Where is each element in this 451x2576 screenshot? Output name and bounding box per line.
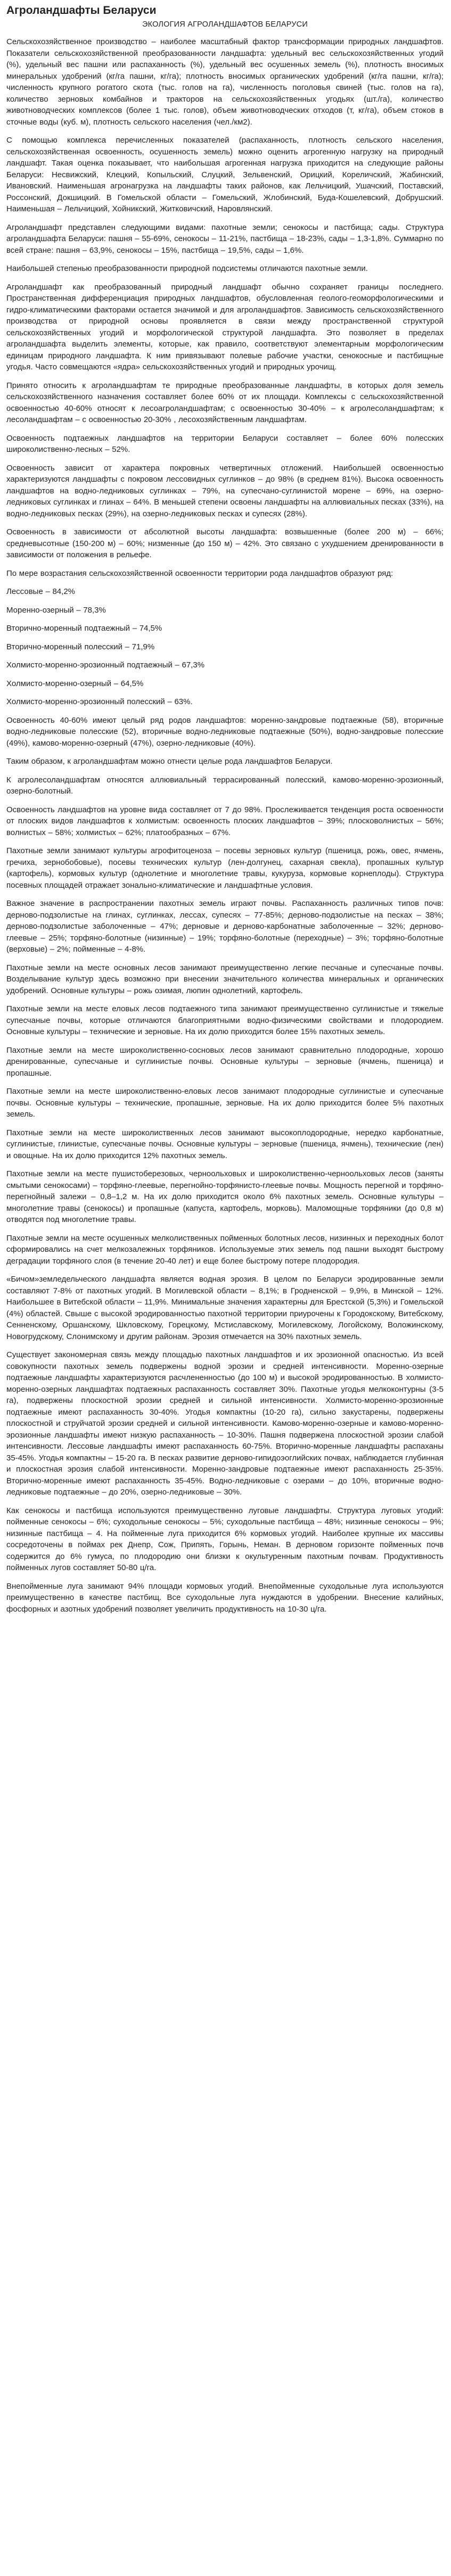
paragraph: Внепойменные луга занимают 94% площади кормовых угодий. Внепойменные суходольные луга используются преимущественно в качестве пастбищ. Все суходольные луга нуждаются в удобрении. Внесение калийных, фосфорных и азотных удобрений позволяет увеличить продуктивность на 10-30 ц/га. <box>6 1581 444 1614</box>
paragraph: К агролесоландшафтам относятся аллювиальный террасированный полесский, камово-моренно-эрозионный, озерно-болотный. <box>6 775 444 796</box>
paragraph: Пахотные земли на месте широколиственно-еловых лесов занимают плодородные суглинистые и супесчаные почвы. Основные культуры – технические, пропашные, зерновые. На их долю приходится более 5% пахотных земель. <box>6 1087 444 1119</box>
paragraph: Таким образом, к агроландшафтам можно отнести целые рода ландшафтов Беларуси. <box>6 757 333 766</box>
paragraph: По мере возрастания сельскохозяйственной освоенности территории рода ландшафтов образуют ряд: <box>6 568 393 578</box>
paragraph: С помощью комплекса перечисленных показателей (распаханность, плотность сельского населения, сельскохозяйственная освоенность, осушенность земель) можно оценить агрогенную нагрузку на природный ландшафт. Такая оценка показывает, что наибольшая агрогенная нагрузка приходится на следующие районы Беларуси: Несвижский, Клецкий, Копыльский, Слуцкий, Зельвенский, Орицкий, Кореличский, Жабинский, Ивановский. Наименьшая агронагрузка на ландшафты таких районов, как Лельчицкий, Ушачский, Поставский, Россонский, Докшицкий. В Гомельской области – Гомельский, Жлобинский, Буда-Кошелевский, Добрушский. Наименьшая – Лельчицкий, Хойникский, Житковичский, Наровлянский. <box>6 136 444 213</box>
paragraph: Пахотные земли на месте еловых лесов подтаежного типа занимают преимущественно суглинистые и тяжелые супесчаные почвы, которые отличаются благоприятными водно-физическими свойствами и плодородием. Основные культуры – технические и зерновые. На их долю приходится более 15% пахотных земель. <box>6 1004 444 1036</box>
paragraph: Холмисто-моренно-эрозионный подтаежный – 67,3% <box>6 660 205 670</box>
paragraph: Агроландшафт как преобразованный природный ландшафт обычно сохраняет границы последнего. Пространственная дифференциация природных ландшафтов, обусловленная геолого-геоморфологическими и гидро-климатическими факторами остается значимой и для агроландшафтов. Зависимость сельскохозяйственного производства от природной основы проявляется в связи между пространственной структурой сельскохозяйственных угодий и морфологической структурой ландшафта. Это позволяет в пределах агроландшафта выделить элементы, которые, как правило, соответствуют элементарным морфологическим единицам природного ландшафта. К ним привязывают полевые рабочие участки, сенокосные и пастбищные угодья. Часто совмещаются «ядра» сельскохозяйственных угодий и природных урочищ. <box>6 282 444 371</box>
paragraph: Пахотные земли на месте широколиственных лесов занимают высокоплодородные, нередко карбонатные, суглинистые, глинистые, супесчаные почвы. Основные культуры – зерновые (пшеница, ячмень), технические (лен) и овощные. На их долю приходится 12% пахотных земель. <box>6 1128 444 1160</box>
page-title: Агроландшафты Беларуси <box>6 4 157 16</box>
paragraph: Освоенность в зависимости от абсолютной высоты ландшафта: возвышенные (более 200 м) – 66%; средневысотные (150-200 м) – 60%; низменные (до 150 м) – 42%. Это связано с ухудшением дренированности в зависимости от положения в рельефе. <box>6 527 444 559</box>
paragraph: Пахотные земли на месте пушистоберезовых, черноольховых и широколиственно-черноольховых лесов (заняты смытыми сенокосами) – торфяно-глеевые, перегнойно-торфянисто-глеевые почвы. Мощность перегной и торфяно-перегнойный залежи – 0,8–1,2 м. На их долю приходится около 6% пахотных земель. Основные культуры – многолетние травы (сенокосы) и пропашные (капуста, картофель, морковь). Маломощные торфяники (до 0,8 м) отводятся под многолетние травы. <box>6 1169 444 1224</box>
paragraph: Как сенокосы и пастбища используются преимущественно луговые ландшафты. Структура луговых угодий: пойменные сенокосы – 6%; суходольные сенокосы – 5%; суходольные пастбища – 48%; низинные сенокосы – 9%; низинные пастбища – 4. На пойменные луга приходится 6% кормовых угодий. Наиболее крупные их массивы сосредоточены в поймах рек Днепр, Сож, Припять, Горынь, Неман. В дерновом горизонте пойменных почв содержится до 6% гумуса, по плодородию они близки к окультуренным пахотным почвам. Продуктивность пойменных лугов составляет 50-80 ц/га. <box>6 1506 444 1572</box>
paragraph: Холмисто-моренно-эрозионный полесский – 63%. <box>6 697 193 706</box>
paragraph: Пахотные земли на месте основных лесов занимают преимущественно легкие песчаные и супесчаные почвы. Возделывание культур здесь возможно при внесении значительного количества минеральных и органических удобрений. Основные культуры – рожь озимая, люпин однолетний, картофель. <box>6 963 444 995</box>
paragraph: Агроландшафт представлен следующими видами: пахотные земли; сенокосы и пастбища; сады. Структура агроландшафта Беларуси: пашня – 55-69%, сенокосы – 11-21%, пастбища – 18-23%, сады – 1,3-1,8%. Суммарно по всей стране: пашня – 63,9%, сенокосы – 15%, пастбища – 19,5%, сады – 1,6%. <box>6 222 444 255</box>
paragraph: Освоенность ландшафтов на уровне вида составляет от 7 до 98%. Прослеживается тенденция роста освоенности от плоских видов ландшафтов к холмистым: освоенность плоских ландшафтов – 39%; плосковолнистых – 56%; волнистых – 58%; холмистых – 62%; платообразных – 67%. <box>6 805 444 837</box>
paragraph: Освоенность подтаежных ландшафтов на территории Беларуси составляет – более 60% полесских широколиственно-лесных – 52%. <box>6 433 444 454</box>
paragraph: Наибольшей степенью преобразованности природной подсистемы отличаются пахотные земли. <box>6 264 368 273</box>
paragraph: Освоенность зависит от характера покровных четвертичных отложений. Наибольшей освоенностью характеризуются ландшафты с покровом лессовидных суглинков – до 98% (в среднем 81%). Высока освоенность ландшафтов на водно-ледниковых суглинках – 79%, на супесчано-суглинистой морене – 69%, на озерно-ледниковых суглинках и глинах – 64%. В меньшей степени освоены ландшафты на аллювиальных песках (33%), на водно-ледниковых песках (29%), на озерно-ледниковых песках и супесях (28%). <box>6 463 444 518</box>
article-body <box>6 36 444 1615</box>
paragraph: Пахотные земли на месте осушенных мелколиственных пойменных болотных лесов, низинных и переходных болот сформировались на счет мелкозалежных торфяников. Используемые этих земель под пашни выходят быстрому деградации торфяного слоя (в течение 20-40 лет) и еще более быстрому потере плодородия. <box>6 1233 444 1266</box>
paragraph: Принято относить к агроландшафтам те природные преобразованные ландшафты, в которых доля земель сельскохозяйственного назначения составляет более 60% от их площади. Комплексы с сельскохозяйственной освоенностью 40-60% относят к лесоагроландшафтам; с освоенностью 30-40% – к агролесоландшафтам; к лесоландшафтам – с освоенностью 20-30% , лесохозяйственным ландшафтам. <box>6 381 444 424</box>
paragraph: Сельскохозяйственное производство – наиболее масштабный фактор трансформации природных ландшафтов. Показатели сельскохозяйственной преобразованности ландшафта: удельный вес сельскохозяйственных угодий (%), удельный вес пашни или распаханность (%), удельный вес осушенных земель (%), плотность вносимых минеральных удобрений (кг/га пашни, кг/га); плотность вносимых органических удобрений (кг/га пашни, кг/га); численность крупного рогатого скота (тыс. голов на га), численность поголовья свиней (тыс. голов на га), количество зерновых комбайнов и тракторов на сельскохозяйственных угодьях (шт./га), количество животноводческих комплексов (более 1 тыс. голов), объем животноводческих отходов (т, кг/га), объем стоков в сточные воды (куб. м), плотность сельского населения (чел./км2). <box>6 37 444 127</box>
paragraph: Пахотные земли на месте широколиственно-сосновых лесов занимают сравнительно плодородные, хорошо дренированные, супесчаные и суглинистые почвы. Основные культуры – зерновые (ячмень, пшеница) и пропашные. <box>6 1045 444 1078</box>
paragraph: Вторично-моренный полесский – 71,9% <box>6 642 155 651</box>
paragraph: Вторично-моренный подтаежный – 74,5% <box>6 624 162 633</box>
paragraph: Холмисто-моренно-озерный – 64,5% <box>6 679 144 688</box>
paragraph: Освоенность 40-60% имеют целый ряд родов ландшафтов: моренно-зандровые подтаежные (58), вторичные водно-ледниковые полесские (52), вторичные водно-ледниковые подтаежные (50%), водно-зандровые полесские (49%), камово-моренно-озерный (47%), озерно-ледниковые (40%). <box>6 715 444 748</box>
paragraph: Существует закономерная связь между площадью пахотных ландшафтов и их эрозионной опасностью. Из всей совокупности пахотных земель подвержены водной эрозии и средней интенсивности. Моренно-озерные подтаежные ландшафты характеризуются расчлененностью (до 100 м) и высокой эродированностью. В холмисто-моренно-озерных ландшафтах подтаежных распаханность составляет 30%. Пахотные угодья мелкоконтурны (3-5 га), подвержены плоскостной эрозии средней и сильной интенсивности. Холмисто-моренно-эрозионные подтаежные имеют распаханность 30-40%. Угодья компактны (10-20 га), сильно закустарены, подвержены плоскостной и струйчатой эрозии средней и сильной интенсивности. Камово-моренно-озерные и камово-моренно-эрозионные ландшафты имеют низкую распаханность – 10-30%. Пашня подвержена плоскостной эрозии слабой интенсивности. Лессовые ландшафты имеют распаханность 60-75%. Вторично-моренные ландшафты распаханы 35-45%. Угодья компактны – 15-20 га. В песках развитие дерново-гипидоэоглийских почвах, наблюдается глубинная и плоскостная эрозия слабой интенсивности. Моренно-зандровые подтаежные имеют распаханность 25-35%. Вторично-моренные имеют распаханность 35-45%. Водно-ледниковые с озерами – до 10%, вторичные водно-ледниковые подтаежные – до 20%, озерно-ледниковые – 30%. <box>6 1350 444 1497</box>
paragraph: Лессовые – 84,2% <box>6 587 75 596</box>
paragraph: Пахотные земли занимают культуры агрофитоценоза – посевы зерновых культур (пшеница, рожь, овес, ячмень, гречиха, зернобобовые), посевы технических культур (лен-долгунец, сахарная свекла), пропашных культур (картофель), кормовых культур (однолетние и многолетние травы, кукуруза, кормовые корнеплоды). Структура посевных площадей отражает зонально-климатические и ландшафтные условия. <box>6 846 444 890</box>
paragraph: Важное значение в распространении пахотных земель играют почвы. Распаханность различных типов почв: дерново-подзолистые на глинах, суглинках, лессах, супесях – 77-85%; дерново-подзолистые на песках – 38%; дерново-подзолистые заболоченные – 47%; дерновые и дерново-карбонатные заболоченные – 32%; дерново-глеевые – 25%; торфяно-болотные (низинные) – 19%; торфяно-болотные (переходные) – 3%; торфяно-болотные (верховые) – 2%; пойменные – 4-8%. <box>6 899 444 954</box>
paragraph: Моренно-озерный – 78,3% <box>6 605 106 615</box>
paragraph: «Бичом»земледельческого ландшафта является водная эрозия. В целом по Беларуси эродированные земли составляют 7-8% от пахотных угодий. В Могилевской области – 8,1%; в Гродненской – 9,9%, в Минской – 12%. Наибольшее в Витебской области – 11,9%. Минимальные значения характерны для Брестской (5,3%) и Гомельской (4%) областей. Свыше с высокой эродированностью пахотной территории приурочены к Городокскому, Витебскому, Сенненскому, Оршанскому, Шкловскому, Горецкому, Мстиславскому, Могилевскому, Логойскому, Воложинскому, Новогрудскому, Слонимскому и другим районам. Эрозия отмечается на 30% пахотных земель. <box>6 1275 444 1341</box>
page-subtitle: ЭКОЛОГИЯ АГРОЛАНДШАФТОВ БЕЛАРУСИ <box>142 20 308 29</box>
